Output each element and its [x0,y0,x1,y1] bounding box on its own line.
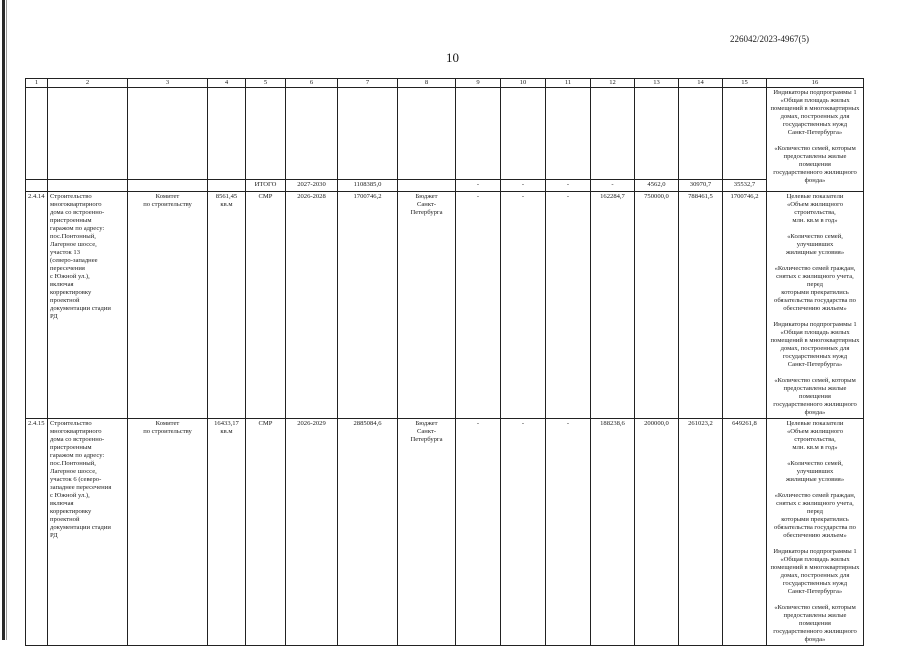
carry-over-row [26,88,864,180]
total-label: ИТОГО [246,180,286,192]
funding-source: Бюджет Санкт- Петербурга [398,419,456,646]
indicators-cell [767,192,864,419]
value-c9: - [456,419,501,646]
capacity: 8561,45 кв.м [208,192,246,419]
col-header: 13 [635,79,679,88]
indicator-text: «Количество семей, которым предоставлены жилые помещения государственного жилищного фонда» [773,604,857,643]
value-c13: 750000,0 [635,192,679,419]
value-c10: - [501,419,546,646]
total-amount: 1108385,0 [338,180,398,192]
value-c12: 162284,7 [591,192,635,419]
row-number: 2.4.14 [26,192,48,419]
value-c14: 788461,5 [679,192,723,419]
indicator-text: Индикаторы подпрограммы 1 «Общая площадь жилых помещений в многоквартирных домах, построенных для государственных нужд Санкт-Петербурга» [770,321,860,368]
value-c12: 188238,6 [591,419,635,646]
period: 2026-2029 [286,419,338,646]
total-c13: 4562,0 [635,180,679,192]
value-c9: - [456,192,501,419]
value-c10: - [501,192,546,419]
total-amount: 1700746,2 [338,192,398,419]
col-header: 5 [246,79,286,88]
indicator-text: «Количество семей, улучшивших жилищные условия» [785,233,845,256]
col-header: 15 [723,79,767,88]
indicator-text: «Количество семей, улучшивших жилищные условия» [785,460,845,483]
total-amount: 2885084,6 [338,419,398,646]
value-c11: - [546,419,591,646]
work-type: СМР [246,192,286,419]
document-id: 226042/2023-4967(5) [730,34,809,44]
col-header: 7 [338,79,398,88]
col-header: 3 [128,79,208,88]
indicator-text: Целевые показатели «Объем жилищного строительства, млн. кв.м в год» [786,193,844,224]
total-c9: - [456,180,501,192]
indicator-text: «Количество семей граждан, снятых с жилищного учета, перед которыми прекратились обязательства государства по обеспечению жильем» [774,265,856,312]
indicator-text: «Количество семей, которым предоставлены жилые помещения государственного жилищного фонда» [773,377,857,416]
total-c14: 30970,7 [679,180,723,192]
indicators-cell [767,419,864,646]
indicator-text: «Количество семей граждан, снятых с жилищного учета, перед которыми прекратились обязательства государства по обеспечению жильем» [774,492,856,539]
col-header: 11 [546,79,591,88]
value-c14: 261023,2 [679,419,723,646]
total-period: 2027-2030 [286,180,338,192]
total-c15: 35532,7 [723,180,767,192]
value-c15: 649261,8 [723,419,767,646]
col-header: 1 [26,79,48,88]
funding-source: Бюджет Санкт- Петербурга [398,192,456,419]
table-row [26,419,864,646]
total-c10: - [501,180,546,192]
program-table [25,78,864,646]
executor: Комитет по строительству [128,419,208,646]
total-c12: - [591,180,635,192]
col-header: 14 [679,79,723,88]
indicator-text: Индикаторы подпрограммы 1 «Общая площадь жилых помещений в многоквартирных домах, построенных для государственных нужд Санкт-Петербурга» [770,548,860,595]
total-row [26,180,864,192]
scan-edge-line [6,0,7,640]
indicator-text: Целевые показатели «Объем жилищного строительства, млн. кв.м в год» [786,420,844,451]
indicator-text: «Количество семей, которым предоставлены жилые помещения государственного жилищного фонда» [773,145,857,184]
col-header: 6 [286,79,338,88]
object-name: Строительство многоквартирного дома со встроенно- пристроенным гаражом по адресу: пос.Понтонный, Лагерное шоссе, участок 13 (северо-западнее пересечения с Южной ул.), включая корректировку проектной документации стадии РД [48,192,128,419]
indicator-text: Индикаторы подпрограммы 1 «Общая площадь жилых помещений в многоквартирных домах, построенных для государственных нужд Санкт-Петербурга» [770,89,860,136]
col-header: 9 [456,79,501,88]
col-header: 10 [501,79,546,88]
page-number: 10 [446,50,459,65]
executor: Комитет по строительству [128,192,208,419]
column-number-row [26,79,864,88]
row-number: 2.4.15 [26,419,48,646]
value-c15: 1700746,2 [723,192,767,419]
col-header: 12 [591,79,635,88]
col-header: 4 [208,79,246,88]
scan-edge-mark [2,0,5,640]
table-row [26,192,864,419]
period: 2026-2028 [286,192,338,419]
col-header: 16 [767,79,864,88]
capacity: 16433,17 кв.м [208,419,246,646]
value-c13: 200000,0 [635,419,679,646]
work-type: СМР [246,419,286,646]
col-header: 8 [398,79,456,88]
object-name: Строительство многоквартирного дома со встроенно- пристроенным гаражом по адресу: пос.Понтонный, Лагерное шоссе, участок 6 (северо- западнее пересечения с Южной ул.), включая корректировку проектной документации стадии РД [48,419,128,646]
indicators-cell [767,88,864,192]
col-header: 2 [48,79,128,88]
value-c11: - [546,192,591,419]
total-c11: - [546,180,591,192]
